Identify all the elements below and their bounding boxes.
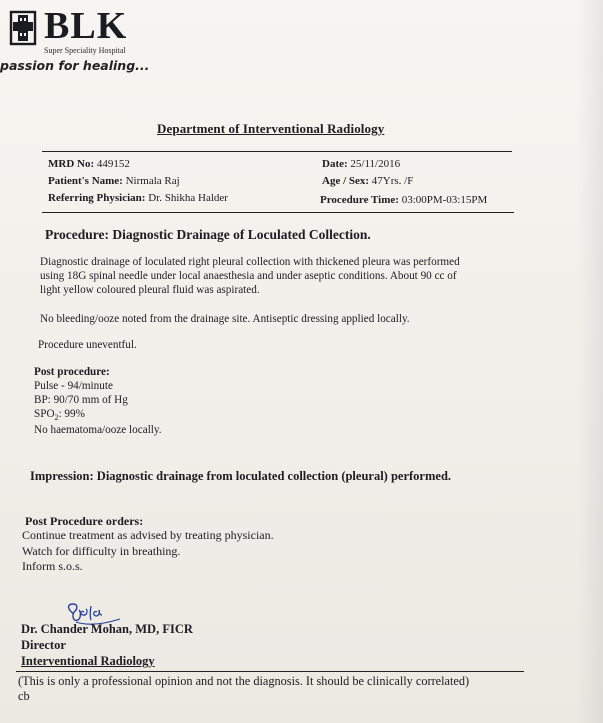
footer-rule (16, 671, 524, 672)
doctor-department: Interventional Radiology (21, 654, 155, 668)
spo2-suffix: : 99% (58, 408, 85, 420)
post-procedure-orders-title: Post Procedure orders: (25, 514, 144, 528)
procedure-time-label: Procedure Time: (320, 194, 399, 206)
referring-physician-value: Dr. Shikha Halder (148, 192, 228, 204)
tagline: passion for healing... (0, 58, 150, 73)
pulse-value: Pulse - 94/minute (34, 380, 113, 392)
logo-text: BLK (44, 5, 128, 47)
order-line-1: Continue treatment as advised by treating physician. (22, 528, 274, 542)
patient-name-label: Patient's Name: (48, 175, 123, 187)
impression: Impression: Diagnostic drainage from loculated collection (pleural) performed. (30, 469, 452, 483)
procedure-uneventful: Procedure uneventful. (38, 339, 137, 351)
bp-value: BP: 90/70 mm of Hg (34, 394, 128, 406)
spo2-prefix: SPO (34, 408, 55, 420)
typist-initials: cb (18, 689, 30, 703)
post-procedure-orders (22, 528, 274, 575)
doctor-name: Dr. Chander Mohan, MD, FICR (21, 622, 193, 636)
haematoma-note: No haematoma/ooze locally. (34, 424, 162, 436)
info-top-rule (42, 151, 512, 152)
mrd-value: 449152 (96, 158, 130, 170)
order-line-3: Inform s.o.s. (22, 559, 83, 573)
mrd-row (48, 158, 130, 170)
date-value: 25/11/2016 (350, 158, 401, 170)
logo-subtitle: Super Speciality Hospital (44, 46, 126, 55)
disclaimer: (This is only a professional opinion and not the diagnosis. It should be clinically correlated) (18, 674, 470, 688)
info-bottom-rule (42, 212, 514, 213)
procedure-line-2: using 18G spinal needle under local anaesthesia and under aseptic conditions. About 90 cc of (40, 270, 457, 282)
referring-physician-row (48, 192, 228, 204)
procedure-time-row (320, 194, 487, 206)
age-sex-value: 47Yrs. /F (371, 175, 414, 187)
patient-name-value: Nirmala Raj (125, 175, 180, 187)
bleeding-note: No bleeding/ooze noted from the drainage site. Antiseptic dressing applied locally. (40, 313, 410, 325)
doctor-role: Director (21, 638, 66, 652)
procedure-line-3: light yellow coloured pleural fluid was aspirated. (40, 284, 260, 296)
patient-name-row (48, 175, 180, 187)
date-label: Date: (322, 158, 348, 170)
spo2-subscript: 2 (54, 413, 59, 423)
procedure-time-value: 03:00PM-03:15PM (401, 194, 488, 206)
department-title: Department of Interventional Radiology (157, 121, 385, 136)
hospital-emblem-icon (8, 10, 38, 46)
date-row (322, 158, 400, 170)
mrd-label: MRD No: (48, 158, 95, 170)
age-sex-row (322, 175, 413, 187)
age-sex-label: Age / Sex: (322, 175, 370, 187)
procedure-title: Procedure: Diagnostic Drainage of Loculated Collection. (45, 227, 371, 242)
page-edge-shadow (577, 0, 603, 723)
order-line-2: Watch for difficulty in breathing. (22, 543, 181, 558)
procedure-line-1: Diagnostic drainage of loculated right pleural collection with thickened pleura was performed (40, 256, 460, 268)
post-procedure-title: Post procedure: (34, 366, 110, 378)
referring-physician-label: Referring Physician: (48, 192, 146, 204)
